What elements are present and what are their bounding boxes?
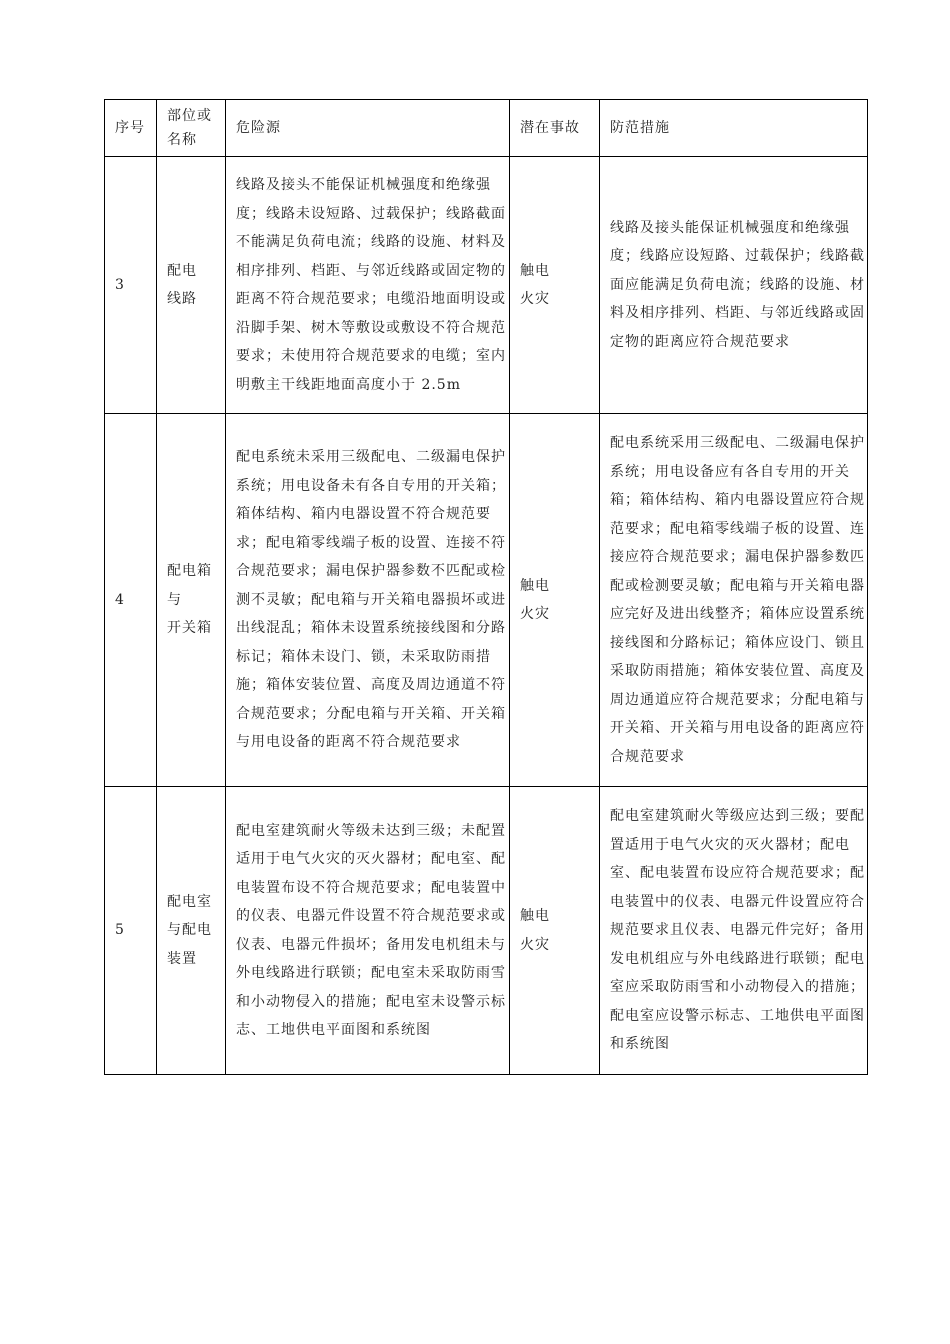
row-hazard: 线路及接头不能保证机械强度和绝缘强度；线路未设短路、过载保护；线路截面不能满足负荷电流；线路的设施、材料及相序排列、档距、与邻近线路或固定物的距离不符合规范要求；电缆沿地面明设或沿脚手架、树木等敷设或敷设不符合规范要求；未使用符合规范要求的电缆；室内明敷主干线距地面高度小于 2.5m — [226, 157, 510, 414]
table-row — [105, 414, 868, 787]
row-hazard: 配电系统未采用三级配电、二级漏电保护系统；用电设备未有各自专用的开关箱；箱体结构、箱内电器设置不符合规范要求；配电箱零线端子板的设置、连接不符合规范要求；漏电保护器参数不匹配或检测不灵敏；配电箱与开关箱电器损坏或进出线混乱；箱体未设置系统接线图和分路标记；箱体未设门、锁，未采取防雨措施；箱体安装位置、高度及周边通道不符合规范要求；分配电箱与开关箱、开关箱与用电设备的距离不符合规范要求 — [226, 414, 510, 787]
row-seq: 5 — [105, 787, 157, 1075]
header-seq: 序号 — [105, 100, 157, 157]
accident-line: 触电 — [520, 262, 550, 279]
location-line: 装置 — [167, 950, 197, 967]
row-measures: 线路及接头能保证机械强度和绝缘强度；线路应设短路、过载保护；线路截面应能满足负荷电流；线路的设施、材料及相序排列、档距、与邻近线路或固定物的距离应符合规范要求 — [600, 157, 868, 414]
accident-line: 触电 — [520, 577, 550, 594]
accident-line: 火灾 — [520, 291, 550, 307]
table-row — [105, 157, 868, 414]
location-line: 与 — [167, 591, 182, 608]
row-seq: 3 — [105, 157, 157, 414]
location-line: 配电 — [167, 262, 197, 279]
hazard-table — [104, 99, 868, 1075]
row-location — [157, 787, 226, 1075]
header-measures: 防范措施 — [600, 100, 868, 157]
accident-line: 触电 — [520, 908, 550, 924]
row-location — [157, 414, 226, 787]
table-header-row — [105, 100, 868, 157]
row-location — [157, 157, 226, 414]
location-line: 开关箱 — [167, 620, 212, 637]
location-line: 配电室 — [167, 893, 212, 910]
row-measures: 配电室建筑耐火等级应达到三级；要配置适用于电气火灾的灭火器材；配电室、配电装置布设应符合规范要求；配电装置中的仪表、电器元件设置应符合规范要求且仪表、电器元件完好；备用发电机组应与外电线路进行联锁；配电室应采取防雨雪和小动物侵入的措施；配电室应设警示标志、工地供电平面图和系统图 — [600, 787, 868, 1075]
accident-line: 火灾 — [520, 936, 550, 953]
row-accident — [510, 787, 600, 1075]
header-location-line1: 部位或 — [167, 108, 212, 124]
header-location — [157, 100, 226, 157]
location-line: 配电箱 — [167, 563, 212, 580]
accident-line: 火灾 — [520, 606, 550, 622]
header-hazard: 危险源 — [226, 100, 510, 157]
table-row — [105, 787, 868, 1075]
row-measures: 配电系统采用三级配电、二级漏电保护系统；用电设备应有各自专用的开关箱；箱体结构、箱内电器设置应符合规范要求；配电箱零线端子板的设置、连接应符合规范要求；漏电保护器参数匹配或检测要灵敏；配电箱与开关箱电器应完好及进出线整齐；箱体应设置系统接线图和分路标记；箱体应设门、锁且采取防雨措施；箱体安装位置、高度及周边通道应符合规范要求；分配电箱与开关箱、开关箱与用电设备的距离应符合规范要求 — [600, 414, 868, 787]
location-line: 线路 — [167, 291, 197, 307]
header-accident: 潜在事故 — [510, 100, 600, 157]
row-seq: 4 — [105, 414, 157, 787]
location-line: 与配电 — [167, 922, 212, 939]
row-accident — [510, 414, 600, 787]
row-hazard: 配电室建筑耐火等级未达到三级；未配置适用于电气火灾的灭火器材；配电室、配电装置布设不符合规范要求；配电装置中的仪表、电器元件设置不符合规范要求或仪表、电器元件损坏；备用发电机组未与外电线路进行联锁；配电室未采取防雨雪和小动物侵入的措施；配电室未设警示标志、工地供电平面图和系统图 — [226, 787, 510, 1075]
row-accident — [510, 157, 600, 414]
header-location-line2: 名称 — [167, 132, 197, 148]
